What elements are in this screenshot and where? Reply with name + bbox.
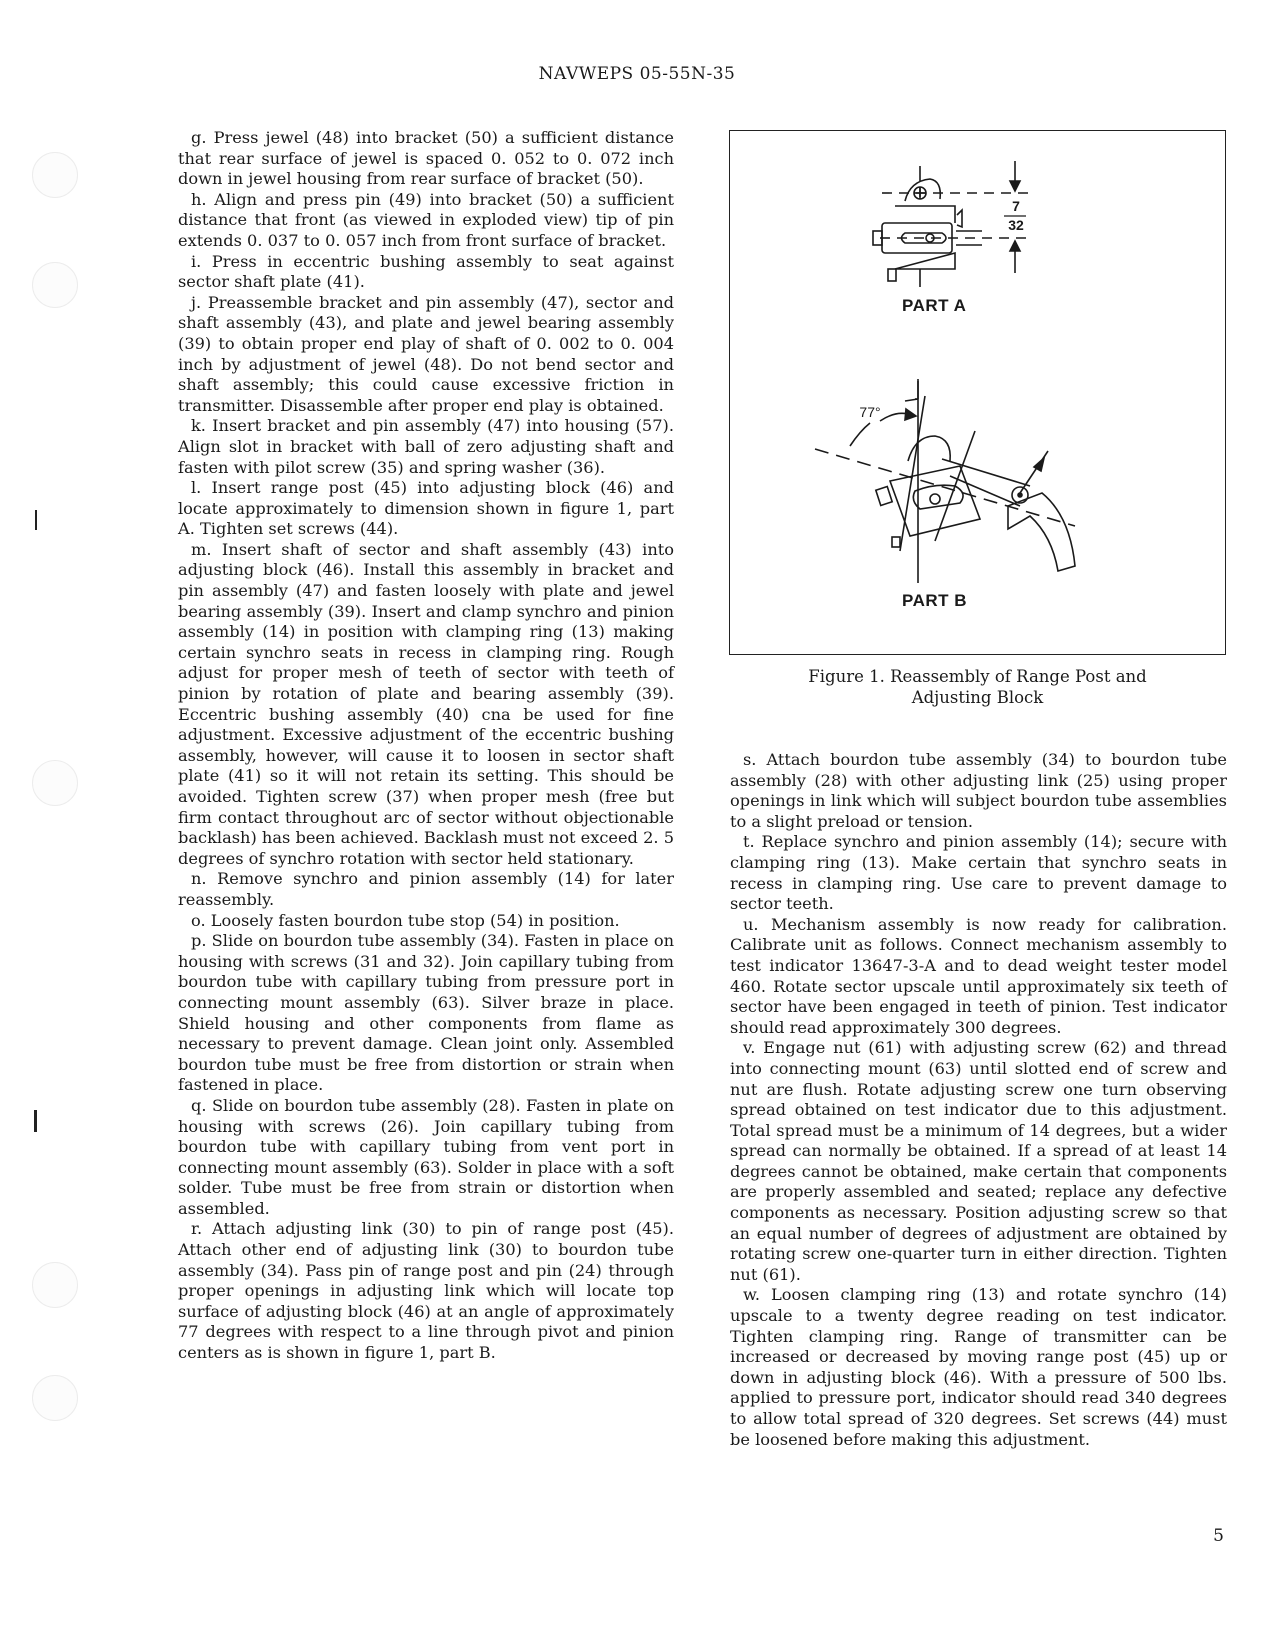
part-b-label: PART B (902, 591, 968, 610)
dimension-numerator: 7 (1012, 198, 1020, 214)
step-paragraph: k. Insert bracket and pin assembly (47) into housing (57). Align slot in bracket with ball of zero adjusting shaft and fasten with pilot screw (35) and spring washer (36). (178, 416, 674, 477)
right-text-column (730, 750, 1227, 1450)
margin-mark (34, 1110, 37, 1132)
step-paragraph: q. Slide on bourdon tube assembly (28). Fasten in plate on housing with screws (26). Join capillary tubing from bourdon tube with capillary tubing from vent port in connecting mount assembly (63). Solder in place with a soft solder. Tube must be free from strain or distortion when assembled. (178, 1095, 674, 1218)
binder-hole (32, 1375, 78, 1421)
step-paragraph: s. Attach bourdon tube assembly (34) to bourdon tube assembly (28) with other adjusting link (25) using proper openings in link which will subject bourdon tube assemblies to a slight preload or tension. (730, 750, 1227, 831)
binder-hole (32, 760, 78, 806)
step-paragraph: t. Replace synchro and pinion assembly (14); secure with clamping ring (13). Make certain that synchro seats in recess in clamping ring. Use care to prevent damage to sector teeth. (730, 832, 1227, 914)
step-paragraph: p. Slide on bourdon tube assembly (34). Fasten in place on housing with screws (31 and 32). Join capillary tubing from bourdon tube with capillary tubing from pressure port in connecting mount assembly (63). Silver braze in place. Shield housing and other components from flame as necessary to prevent damage. Clean joint only. Assembled bourdon tube must be free from distortion or strain when fastened in place. (178, 931, 674, 1095)
page-number: 5 (1213, 1526, 1224, 1546)
step-paragraph: g. Press jewel (48) into bracket (50) a sufficient distance that rear surface of jewel is spaced 0. 052 to 0. 072 inch down in jewel housing from rear surface of bracket (50). (178, 128, 674, 189)
step-paragraph: w. Loosen clamping ring (13) and rotate synchro (14) upscale to a twenty degree reading on test indicator. Tighten clamping ring. Range of transmitter can be increased or decreased by moving range post (45) up or down in adjusting block (46). With a pressure of 500 lbs. applied to pressure port, indicator should read 340 degrees to allow total spread of 320 degrees. Set screws (44) must be loosened before making this adjustment. (730, 1285, 1227, 1449)
part-a-label: PART A (902, 296, 967, 315)
figure-1-drawing (730, 131, 1225, 653)
step-paragraph: i. Press in eccentric bushing assembly to seat against sector shaft plate (41). (178, 251, 674, 292)
step-paragraph: v. Engage nut (61) with adjusting screw (62) and thread into connecting mount (63) until slotted end of screw and nut are flush. Rotate adjusting screw one turn observing spread obtained on test indicator due to this adjustment. Total spread must be a minimum of 14 degrees, but a wider spread can normally be obtained. If a spread of at least 14 degrees cannot be obtained, make certain that components are properly assembled and seated; replace any defective components as necessary. Position adjusting screw so that an equal number of degrees of adjustment are obtained by rotating screw one-quarter turn in either direction. Tighten nut (61). (730, 1038, 1227, 1284)
caption-line-1: Figure 1. Reassembly of Range Post and (808, 667, 1147, 686)
binder-hole (32, 262, 78, 308)
figure-1 (729, 130, 1226, 655)
step-paragraph: u. Mechanism assembly is now ready for calibration. Calibrate unit as follows. Connect mechanism assembly to test indicator 13647-3-A and to dead weight tester model 460. Rotate sector upscale until approximately six teeth of sector have been engaged in teeth of pinion. Test indicator should read approximately 300 degrees. (730, 914, 1227, 1037)
dimension-denominator: 32 (1008, 217, 1024, 233)
step-paragraph: j. Preassemble bracket and pin assembly (47), sector and shaft assembly (43), and plate and jewel bearing assembly (39) to obtain proper end play of shaft of 0. 002 to 0. 004 inch by adjustment of jewel (48). Do not bend sector and shaft assembly; this could cause excessive friction in transmitter. Disassemble after proper end play is obtained. (178, 292, 674, 415)
step-paragraph: m. Insert shaft of sector and shaft assembly (43) into adjusting block (46). Install this assembly in bracket and pin assembly (47) and fasten loosely with plate and jewel bearing assembly (39). Insert and clamp synchro and pinion assembly (14) in position with clamping ring (13) making certain synchro seats in recess in clamping ring. Rough adjust for proper mesh of teeth of sector with teeth of pinion by rotation of plate and bearing assembly (39). Eccentric bushing assembly (40) cna be used for fine adjustment. Excessive adjustment of the eccentric bushing assembly, however, will cause it to loosen in sector shaft plate (41) so it will not retain its setting. This should be avoided. Tighten screw (37) when proper mesh (free but firm contact throughout arc of sector without objectionable backlash) has been achieved. Backlash must not exceed 2. 5 degrees of synchro rotation with sector held stationary. (178, 539, 674, 868)
binder-hole (32, 152, 78, 198)
angle-label: 77° (859, 404, 881, 420)
margin-mark (35, 510, 37, 530)
document-number: NAVWEPS 05-55N-35 (538, 64, 736, 84)
step-paragraph: l. Insert range post (45) into adjusting block (46) and locate approximately to dimension shown in figure 1, part A. Tighten set screws (44). (178, 478, 674, 539)
caption-line-2: Adjusting Block (911, 688, 1044, 707)
binder-hole (32, 1262, 78, 1308)
left-text-column (178, 128, 674, 1364)
step-paragraph: r. Attach adjusting link (30) to pin of range post (45). Attach other end of adjusting link (30) to bourdon tube assembly (34). Pass pin of range post and pin (24) through proper openings in adjusting link which will locate top surface of adjusting block (46) at an angle of approximately 77 degrees with respect to a line through pivot and pinion centers as is shown in figure 1, part B. (178, 1219, 674, 1363)
step-paragraph: n. Remove synchro and pinion assembly (14) for later reassembly. (178, 869, 674, 909)
step-paragraph: o. Loosely fasten bourdon tube stop (54) in position. (191, 910, 620, 930)
figure-caption (729, 666, 1226, 708)
step-paragraph: h. Align and press pin (49) into bracket (50) a sufficient distance that front (as viewed in exploded view) tip of pin extends 0. 037 to 0. 057 inch from front surface of bracket. (178, 189, 674, 250)
